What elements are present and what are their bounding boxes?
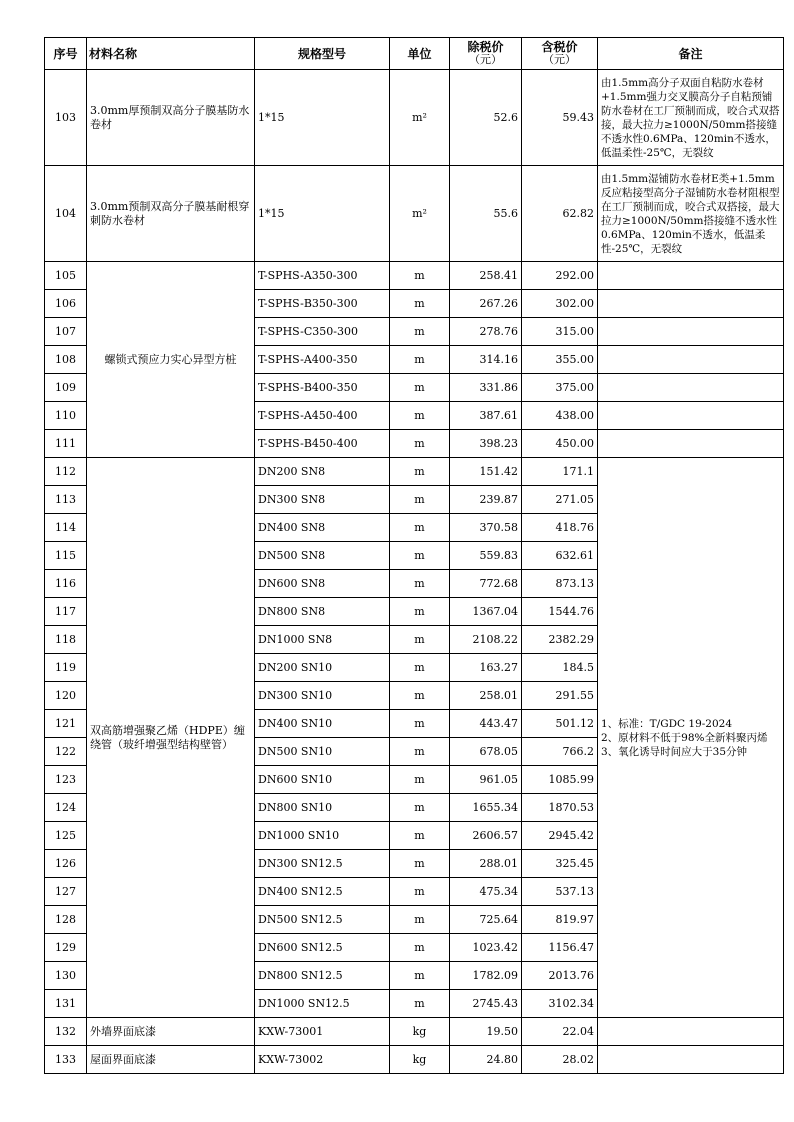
row-price-in: 632.61 — [522, 542, 598, 570]
row-unit: m² — [390, 70, 450, 166]
row-seq: 128 — [45, 906, 87, 934]
row-unit: kg — [390, 1018, 450, 1046]
row-note — [598, 346, 784, 374]
row-note — [598, 374, 784, 402]
table-row — [45, 1018, 784, 1046]
table-body — [45, 70, 784, 1074]
row-seq: 107 — [45, 318, 87, 346]
row-unit: m — [390, 318, 450, 346]
row-price-ex: 267.26 — [450, 290, 522, 318]
row-price-in: 438.00 — [522, 402, 598, 430]
row-spec: DN500 SN12.5 — [255, 906, 390, 934]
row-unit: m — [390, 402, 450, 430]
row-price-in: 184.5 — [522, 654, 598, 682]
row-price-ex: 2108.22 — [450, 626, 522, 654]
row-unit: m — [390, 542, 450, 570]
row-unit: m — [390, 654, 450, 682]
row-note — [598, 290, 784, 318]
row-unit: m — [390, 962, 450, 990]
row-seq: 103 — [45, 70, 87, 166]
row-price-ex: 258.01 — [450, 682, 522, 710]
row-price-ex: 52.6 — [450, 70, 522, 166]
header-price-in-unit: （元） — [543, 53, 576, 66]
row-seq: 114 — [45, 514, 87, 542]
row-spec: DN600 SN10 — [255, 766, 390, 794]
row-price-ex: 1367.04 — [450, 598, 522, 626]
row-price-in: 171.1 — [522, 458, 598, 486]
row-price-ex: 314.16 — [450, 346, 522, 374]
row-seq: 116 — [45, 570, 87, 598]
row-note — [598, 1046, 784, 1074]
row-spec: KXW-73002 — [255, 1046, 390, 1074]
row-price-in: 3102.34 — [522, 990, 598, 1018]
row-seq: 126 — [45, 850, 87, 878]
row-unit: m — [390, 486, 450, 514]
row-unit: m — [390, 374, 450, 402]
row-price-ex: 398.23 — [450, 430, 522, 458]
row-seq: 125 — [45, 822, 87, 850]
row-price-ex: 258.41 — [450, 262, 522, 290]
row-name: 3.0mm厚预制双高分子膜基防水卷材 — [87, 70, 255, 166]
row-unit: m — [390, 262, 450, 290]
row-seq: 127 — [45, 878, 87, 906]
row-price-ex: 151.42 — [450, 458, 522, 486]
row-price-ex: 475.34 — [450, 878, 522, 906]
row-note — [598, 262, 784, 290]
row-unit: m — [390, 990, 450, 1018]
row-unit: m — [390, 626, 450, 654]
row-seq: 110 — [45, 402, 87, 430]
table-row — [45, 166, 784, 262]
row-note: 由1.5mm湿铺防水卷材E类+1.5mm反应粘接型高分子湿铺防水卷材阻根型在工厂预制而成，咬合式双搭接，最大拉力≥1000N/50mm搭接缝不透水性0.6MPa、120min不透水，低温柔性-25℃，无裂纹 — [598, 166, 784, 262]
header-price-ex-unit: （元） — [469, 53, 502, 66]
row-name: 屋面界面底漆 — [87, 1046, 255, 1074]
row-unit: m — [390, 458, 450, 486]
row-unit: m — [390, 682, 450, 710]
row-name: 外墙界面底漆 — [87, 1018, 255, 1046]
row-unit: m — [390, 878, 450, 906]
row-price-in: 2382.29 — [522, 626, 598, 654]
table-row — [45, 70, 784, 166]
row-note — [598, 402, 784, 430]
table-row — [45, 458, 784, 486]
row-seq: 112 — [45, 458, 87, 486]
row-price-in: 418.76 — [522, 514, 598, 542]
row-unit: m — [390, 346, 450, 374]
row-price-ex: 288.01 — [450, 850, 522, 878]
row-spec: DN1000 SN8 — [255, 626, 390, 654]
row-note — [598, 318, 784, 346]
row-price-in: 325.45 — [522, 850, 598, 878]
row-unit: m — [390, 822, 450, 850]
row-spec: T-SPHS-B400-350 — [255, 374, 390, 402]
row-spec: DN1000 SN12.5 — [255, 990, 390, 1018]
row-price-in: 291.55 — [522, 682, 598, 710]
row-spec: DN300 SN10 — [255, 682, 390, 710]
row-spec: KXW-73001 — [255, 1018, 390, 1046]
row-price-ex: 19.50 — [450, 1018, 522, 1046]
row-price-in: 766.2 — [522, 738, 598, 766]
group-pile-name: 螺锁式预应力实心异型方桩 — [87, 262, 255, 458]
row-price-ex: 1023.42 — [450, 934, 522, 962]
row-price-ex: 725.64 — [450, 906, 522, 934]
row-seq: 124 — [45, 794, 87, 822]
row-price-in: 302.00 — [522, 290, 598, 318]
row-seq: 123 — [45, 766, 87, 794]
row-spec: DN400 SN10 — [255, 710, 390, 738]
row-price-ex: 370.58 — [450, 514, 522, 542]
row-note: 由1.5mm高分子双面自粘防水卷材+1.5mm强力交叉膜高分子自粘预铺防水卷材在工厂预制而成，咬合式双搭接，最大拉力≥1000N/50mm搭接缝不透水性0.6MPa、120min不透水，低温柔性-25℃，无裂纹 — [598, 70, 784, 166]
row-spec: T-SPHS-B450-400 — [255, 430, 390, 458]
row-unit: m — [390, 598, 450, 626]
row-unit: m — [390, 850, 450, 878]
row-note — [598, 1018, 784, 1046]
table-row — [45, 262, 784, 290]
row-price-in: 59.43 — [522, 70, 598, 166]
row-seq: 120 — [45, 682, 87, 710]
row-seq: 122 — [45, 738, 87, 766]
row-spec: DN800 SN8 — [255, 598, 390, 626]
row-price-in: 355.00 — [522, 346, 598, 374]
row-seq: 109 — [45, 374, 87, 402]
row-spec: 1*15 — [255, 70, 390, 166]
row-price-ex: 387.61 — [450, 402, 522, 430]
price-table — [44, 37, 784, 1074]
row-spec: DN200 SN10 — [255, 654, 390, 682]
row-price-ex: 331.86 — [450, 374, 522, 402]
header-price-ex — [450, 38, 522, 70]
row-spec: DN200 SN8 — [255, 458, 390, 486]
group-pipe-note — [598, 458, 784, 1018]
row-price-ex: 239.87 — [450, 486, 522, 514]
row-spec: DN600 SN12.5 — [255, 934, 390, 962]
row-seq: 132 — [45, 1018, 87, 1046]
header-price-in-label: 含税价 — [541, 40, 578, 54]
header-seq: 序号 — [45, 38, 87, 70]
row-seq: 121 — [45, 710, 87, 738]
note-line: 2、原材料不低于98%全新料聚丙烯 — [601, 731, 768, 744]
row-price-in: 1156.47 — [522, 934, 598, 962]
row-seq: 118 — [45, 626, 87, 654]
row-unit: m — [390, 934, 450, 962]
row-seq: 130 — [45, 962, 87, 990]
header-price-in — [522, 38, 598, 70]
row-unit: m — [390, 738, 450, 766]
header-row — [45, 38, 784, 70]
row-price-ex: 443.47 — [450, 710, 522, 738]
row-price-in: 450.00 — [522, 430, 598, 458]
row-price-in: 375.00 — [522, 374, 598, 402]
row-unit: m² — [390, 166, 450, 262]
row-seq: 115 — [45, 542, 87, 570]
row-seq: 131 — [45, 990, 87, 1018]
header-name: 材料名称 — [87, 38, 255, 70]
row-price-in: 1870.53 — [522, 794, 598, 822]
row-seq: 129 — [45, 934, 87, 962]
row-name: 3.0mm预制双高分子膜基耐根穿刺防水卷材 — [87, 166, 255, 262]
row-spec: T-SPHS-A400-350 — [255, 346, 390, 374]
header-price-ex-label: 除税价 — [467, 40, 504, 54]
row-seq: 133 — [45, 1046, 87, 1074]
header-spec: 规格型号 — [255, 38, 390, 70]
row-unit: m — [390, 290, 450, 318]
row-price-in: 315.00 — [522, 318, 598, 346]
row-seq: 119 — [45, 654, 87, 682]
row-price-ex: 2745.43 — [450, 990, 522, 1018]
row-unit: m — [390, 766, 450, 794]
row-price-in: 501.12 — [522, 710, 598, 738]
row-spec: DN300 SN12.5 — [255, 850, 390, 878]
row-seq: 106 — [45, 290, 87, 318]
row-price-ex: 772.68 — [450, 570, 522, 598]
row-spec: DN800 SN12.5 — [255, 962, 390, 990]
row-spec: T-SPHS-C350-300 — [255, 318, 390, 346]
row-price-in: 2945.42 — [522, 822, 598, 850]
row-spec: DN600 SN8 — [255, 570, 390, 598]
row-spec: T-SPHS-A450-400 — [255, 402, 390, 430]
row-spec: T-SPHS-B350-300 — [255, 290, 390, 318]
row-price-in: 292.00 — [522, 262, 598, 290]
row-price-in: 873.13 — [522, 570, 598, 598]
row-spec: DN500 SN10 — [255, 738, 390, 766]
row-seq: 105 — [45, 262, 87, 290]
row-price-in: 819.97 — [522, 906, 598, 934]
row-price-in: 1544.76 — [522, 598, 598, 626]
row-unit: m — [390, 430, 450, 458]
row-seq: 104 — [45, 166, 87, 262]
row-price-in: 1085.99 — [522, 766, 598, 794]
row-note — [598, 430, 784, 458]
note-line: 1、标准：T/GDC 19-2024 — [601, 717, 733, 730]
row-price-in: 28.02 — [522, 1046, 598, 1074]
note-line: 3、氧化诱导时间应大于35分钟 — [601, 745, 748, 758]
group-pipe-name: 双高筋增强聚乙烯（HDPE）缠绕管（玻纤增强型结构壁管） — [87, 458, 255, 1018]
row-seq: 111 — [45, 430, 87, 458]
row-price-in: 62.82 — [522, 166, 598, 262]
row-price-ex: 2606.57 — [450, 822, 522, 850]
row-spec: DN1000 SN10 — [255, 822, 390, 850]
row-price-ex: 278.76 — [450, 318, 522, 346]
row-spec: DN400 SN8 — [255, 514, 390, 542]
row-unit: m — [390, 710, 450, 738]
row-unit: kg — [390, 1046, 450, 1074]
row-price-in: 537.13 — [522, 878, 598, 906]
row-spec: DN300 SN8 — [255, 486, 390, 514]
row-unit: m — [390, 906, 450, 934]
row-price-ex: 24.80 — [450, 1046, 522, 1074]
row-price-ex: 1782.09 — [450, 962, 522, 990]
row-price-ex: 163.27 — [450, 654, 522, 682]
row-spec: DN400 SN12.5 — [255, 878, 390, 906]
row-price-ex: 961.05 — [450, 766, 522, 794]
row-price-ex: 1655.34 — [450, 794, 522, 822]
row-unit: m — [390, 514, 450, 542]
row-seq: 113 — [45, 486, 87, 514]
row-price-ex: 559.83 — [450, 542, 522, 570]
row-price-ex: 678.05 — [450, 738, 522, 766]
header-note: 备注 — [598, 38, 784, 70]
header-unit: 单位 — [390, 38, 450, 70]
row-spec: 1*15 — [255, 166, 390, 262]
row-seq: 117 — [45, 598, 87, 626]
row-price-in: 271.05 — [522, 486, 598, 514]
row-price-ex: 55.6 — [450, 166, 522, 262]
row-spec: DN800 SN10 — [255, 794, 390, 822]
row-spec: DN500 SN8 — [255, 542, 390, 570]
row-seq: 108 — [45, 346, 87, 374]
row-price-in: 22.04 — [522, 1018, 598, 1046]
row-unit: m — [390, 794, 450, 822]
row-price-in: 2013.76 — [522, 962, 598, 990]
table-row — [45, 1046, 784, 1074]
row-unit: m — [390, 570, 450, 598]
row-spec: T-SPHS-A350-300 — [255, 262, 390, 290]
